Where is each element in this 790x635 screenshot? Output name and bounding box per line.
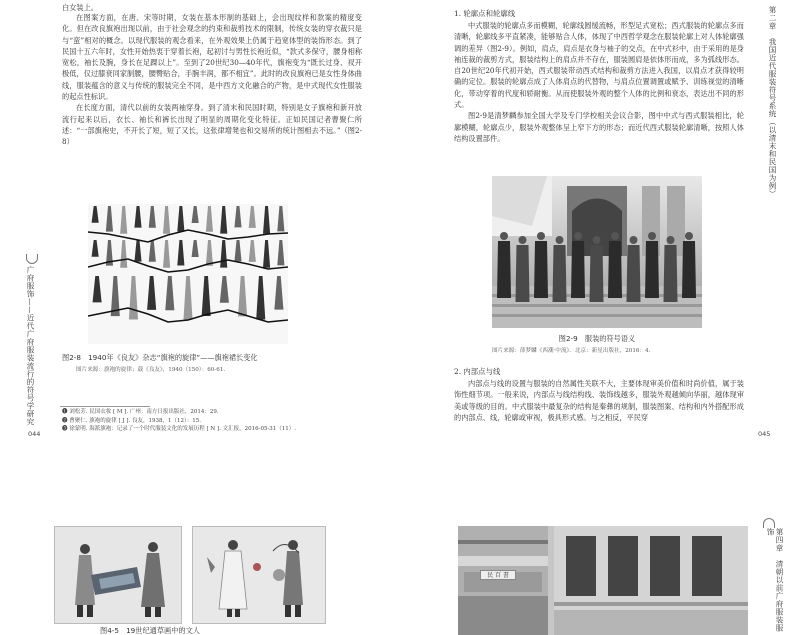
person-head <box>630 236 638 244</box>
tongcao-painting-right <box>192 526 326 624</box>
figure-4-5-caption: 图4-5 19世纪通草画中的文人 <box>100 626 200 635</box>
bottom-right-side-title: 第四章 清朝以前广府服装服饰 <box>766 528 784 632</box>
left-page <box>0 0 380 450</box>
left-paragraph: 在长度方面，清代以前的女装两袖穿身。到了清末和民国时期，特别是女子旗袍和新开放流行起来以后，衣长、袖长和裤长出现了明显的周期化变化特征。正如民国记者曹聚仁所述：“一部旗袍史，不开长了短，短了又长，这张律增凳也和交易所的统计图相去不远。”（图2-8） <box>62 103 362 147</box>
left-body-text <box>62 12 362 148</box>
person-head <box>519 236 527 244</box>
tongcao-painting-left <box>54 526 182 624</box>
person-head <box>648 232 656 240</box>
right-page <box>410 0 790 450</box>
bottom-left-page <box>0 514 380 635</box>
person-body <box>534 241 548 298</box>
figure-2-8-caption: 图2-8 1940年《良友》杂志“旗袍的旋律”——旗袍裙长变化 <box>62 353 258 362</box>
person-head <box>667 236 675 244</box>
person-body <box>682 241 696 298</box>
person-head <box>556 236 564 244</box>
person-body <box>664 245 678 302</box>
right-paragraph: 图2-9是清梦麟参加全国大学及专门学校相关会议合影，图中中式与西式服装相比，轮廓模糊，轮廓点少，服装外观整体呈上窄下方的形态；而近代西式服装轮廓清晰，按照人体结构设置部件。 <box>454 111 744 143</box>
person-head <box>593 236 601 244</box>
figure-2-8-source: 图片来源：旗袍的旋律；载《良友》，1940（150）：60-61. <box>76 367 226 373</box>
left-paragraph: 在图案方面，在唐、宋等时期，女装在基本形制的基础上，会出现纹样和款案的精度变化。但在改良旗袍出现以前，由于社会观念的约束和裁剪技术的限制，传统女装的穿衣裁只是与“蛮”相对的概念。以现代服装的观念看来，在外观效果上仍属于趋宽体型的装饰形态。到了民国十五六年时，女性开始热衷于穿着长袍，起初讨与男性长袍近似，“款式多保守，腰身相称宽松，袖长及腕，身长在足踝以上”。至到了20世纪30—40年代，旗袍变为“既长过身、衩开极低，仅过膝衰同家制腰，腰臀贴合，手腕丰润，都不相宜”。此时的改良旗袍已是女性身体曲线，服装蕴含的意义与传统的服装完全不同，是中西方文化融合的产物，是中式现代女性服装的起点性标识。 <box>62 13 362 102</box>
group-photo <box>492 176 702 328</box>
right-page-number: 045 <box>758 430 771 438</box>
person-body <box>516 245 530 302</box>
person-body <box>553 245 567 302</box>
right-side-title: 第二章 我国近代服装符号系统（以清末和民国为例） <box>768 6 777 198</box>
right-body-text-1 <box>454 20 744 144</box>
person-head <box>611 232 619 240</box>
person-head <box>500 232 508 240</box>
footnotes <box>62 408 362 434</box>
person-head <box>574 232 582 240</box>
qipao-figure-illustration <box>88 204 288 344</box>
footnote: ❶ 刘松芳. 民国衣妆 [ M ]. 广州：南方日报出版社，2014：29. <box>62 409 219 415</box>
section-heading-2: 2. 内部点与线 <box>454 367 501 376</box>
left-page-number: 044 <box>28 430 41 438</box>
left-side-title: 广府服饰——近代广府服装流行的符号学研究 <box>26 266 35 426</box>
person-body <box>645 241 659 298</box>
person-head <box>537 232 545 240</box>
footnote: ❷ 曹聚仁. 旗袍的旋律 [ J ]. 良友，1938，1（12）：15. <box>62 417 201 424</box>
person-head <box>685 232 693 240</box>
right-side-marker-bottom <box>763 518 775 528</box>
person-body <box>497 241 511 298</box>
person-body <box>590 245 604 302</box>
bottom-right-page <box>410 514 790 635</box>
person-body <box>571 241 585 298</box>
right-paragraph: 中式服装的轮廓点多而模糊，轮廓线圆缓流畅，形型足式宽松；西式服装的轮廓点多而清晰，轮廓线多平直紧凑，能够贴合人体，体现了中西哲学观念在服装轮廓上对人体轮廓强调的差异（图2-9）。例如，肩点，肩点是衣身与袖子的交点，在中式衫中，由于采用的是身袖连裁的裁剪方式，服装结构上的肩点并不存在，服装圆肩是依体形而成，多为弧线形态。自20世纪20年代初开始，西式服装带动西式结构和裁剪方法进入我国，以肩点才获得较明确的定位。服装的轮廓点成了人体肩点的代替物，与肩点位置调置或赋予、训练视觉的清晰化，带动穿着的代度和轿耐衡。从而使服装外观的整个人体的比例和衰态，表达出不同的形式。 <box>454 21 744 110</box>
person-body <box>608 241 622 298</box>
figure-2-9-source: 图片来源：薛梦麟《西潮·中流》．北京：新星出版社，2016：4. <box>492 348 651 354</box>
left-side-marker <box>26 254 38 264</box>
qipao-length-chart <box>88 204 288 344</box>
person-body <box>627 245 641 302</box>
footnote: ❸ 徐蒙明. 海派旗袍：记录了一个时代服装文化的发展历程 [ N ]. 文汇报，2016-05-31（11）. <box>62 426 297 432</box>
right-paragraph: 内部点与线的设置与服装的自然属性关联不大，主要体现审美价值和时尚价值，属于装饰性细节项。一般来说，内部点与线结构线、装饰线越多，服装外观越倾向华丽，越体现审美或等级的目的。中式服装中最复杂的结构是秦彝的规制，服装图案、结构和内外搭配形成的内部点、线，轮廓或审视，极具形式感。与之相反，平民穿 <box>454 379 744 422</box>
section-heading-1: 1. 轮廓点和轮廓线 <box>454 9 516 18</box>
left-top-line: 白女装上。 <box>62 3 98 12</box>
street-sign: 民 百 書 <box>480 570 516 580</box>
figure-2-9-caption: 图2-9 服装的符号语义 <box>558 334 636 343</box>
footnote-divider <box>60 406 150 407</box>
right-body-text-2 <box>454 378 744 423</box>
